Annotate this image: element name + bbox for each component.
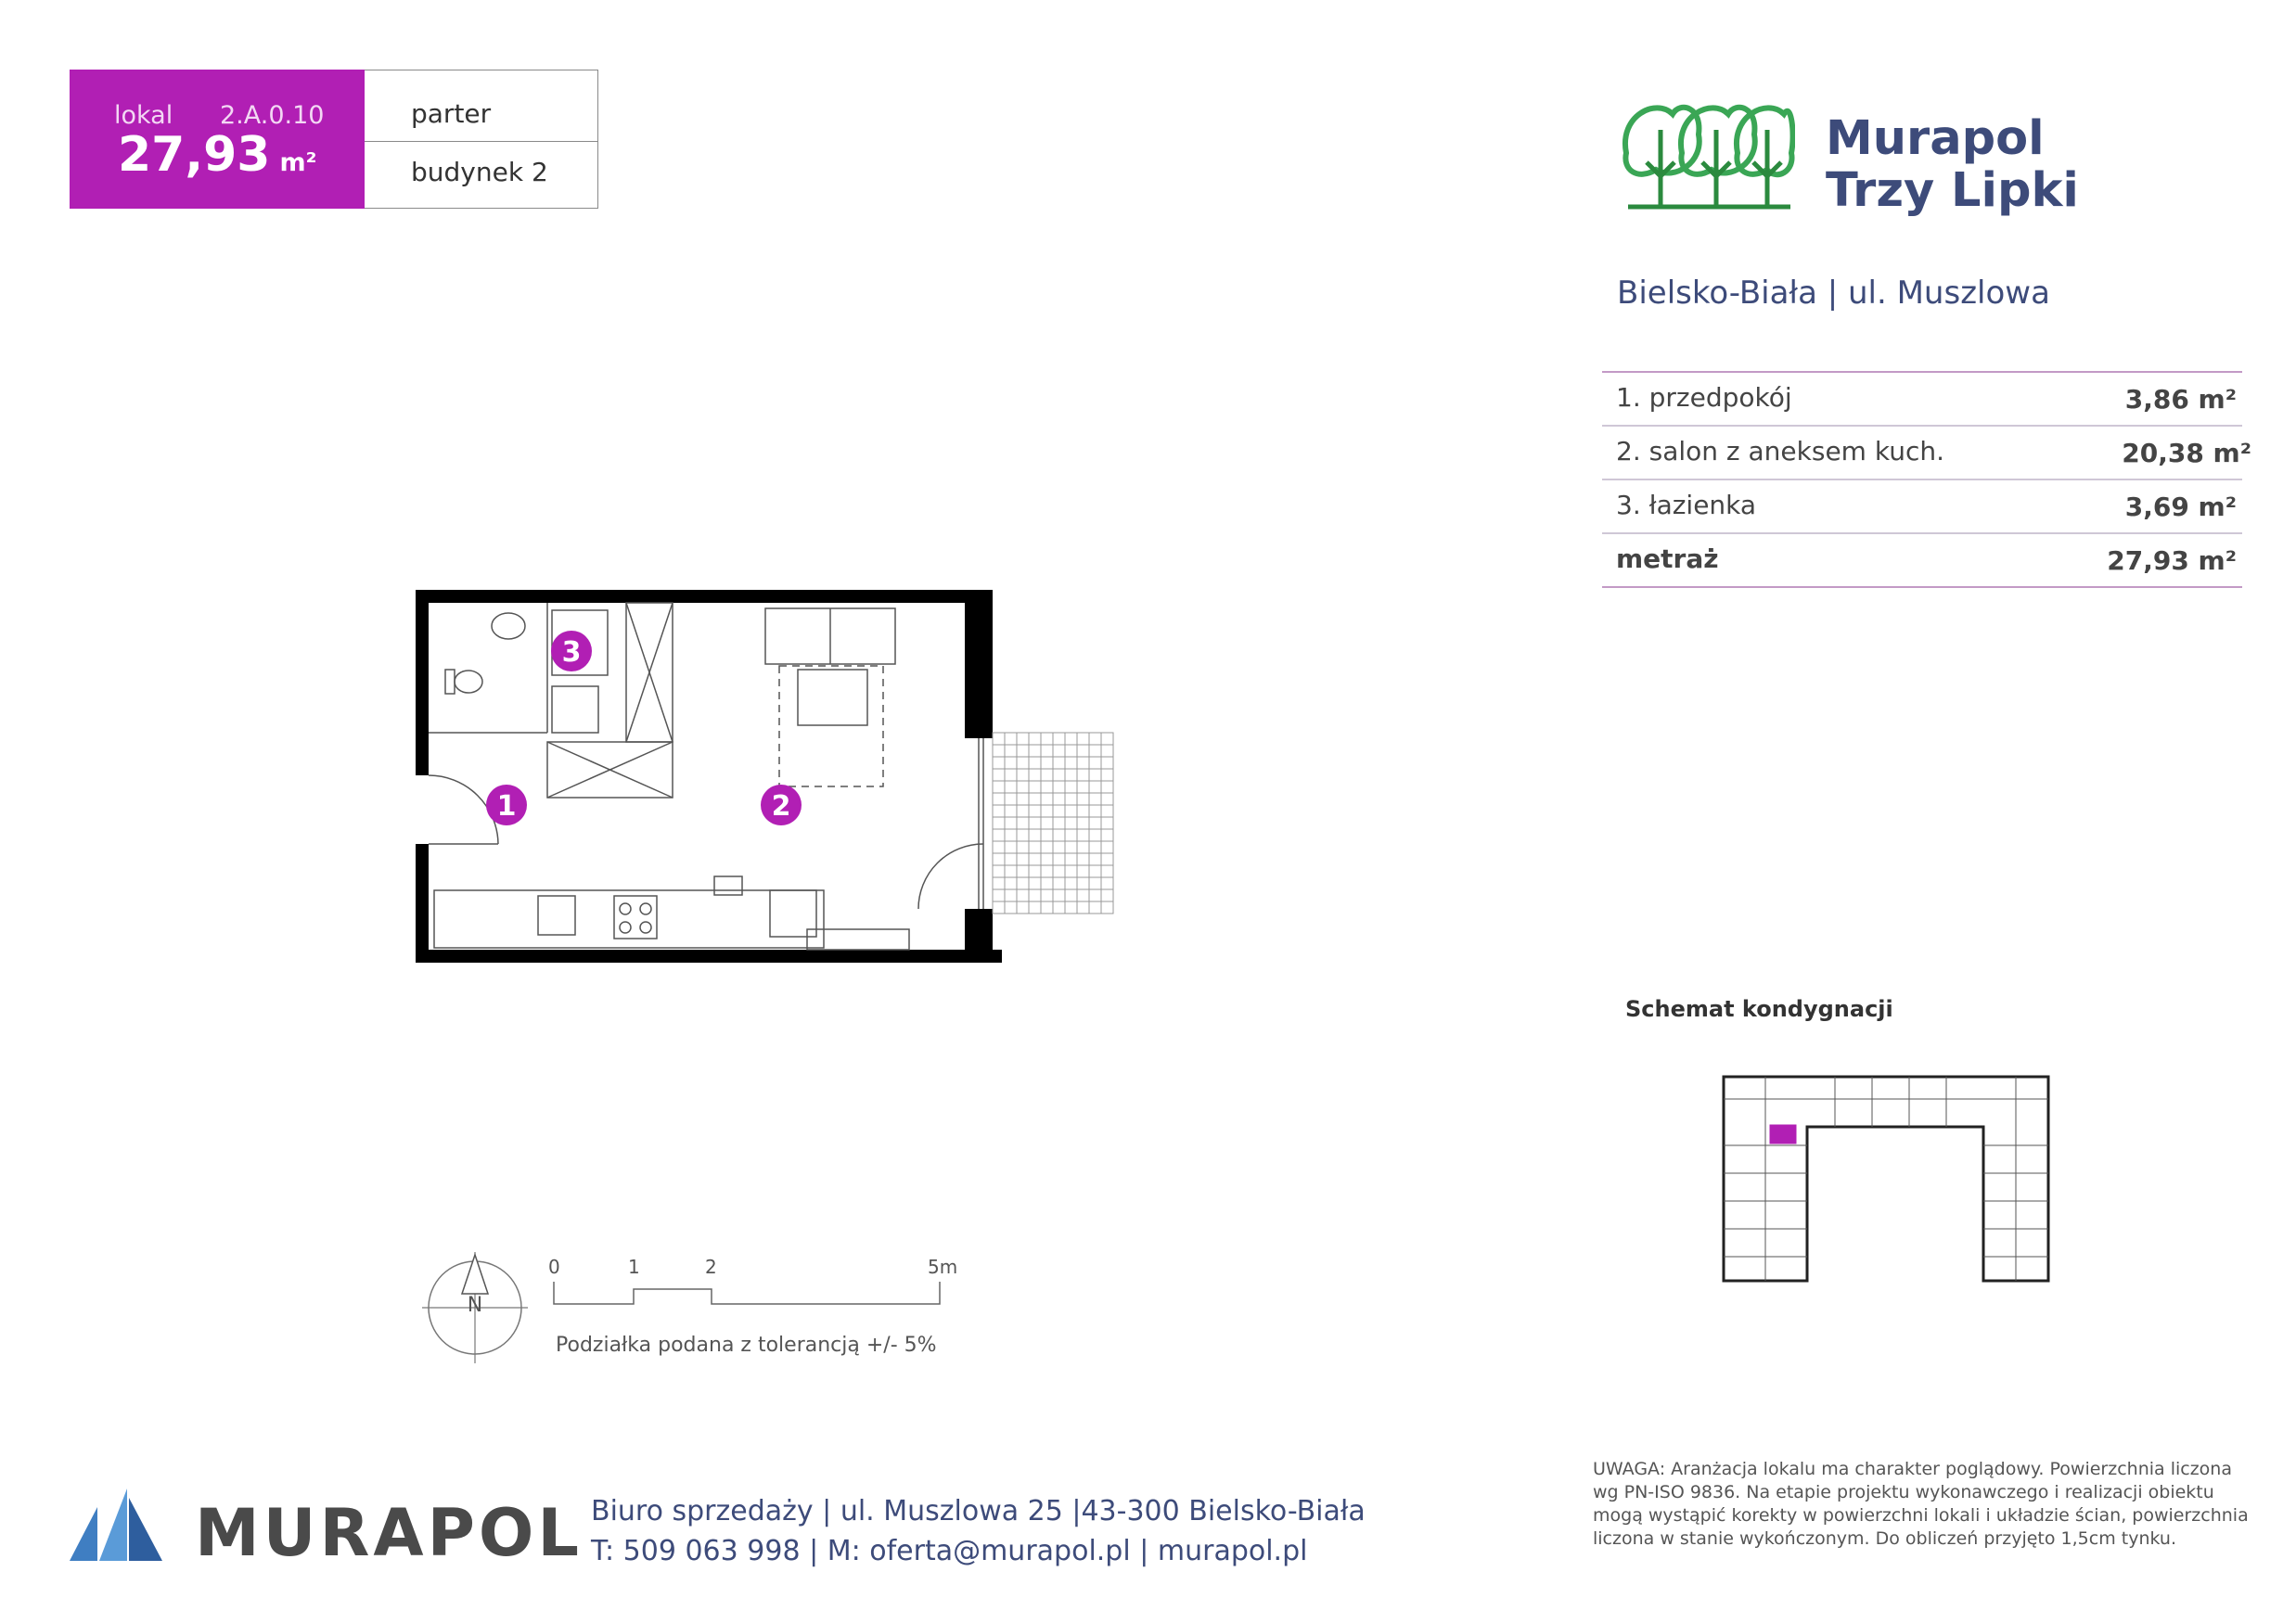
brand-line1: Murapol	[1826, 111, 2045, 166]
footer-brand: MURAPOL	[195, 1495, 583, 1571]
total-area: 27,93 m²	[2107, 545, 2237, 576]
room-name: 2. salon z aneksem kuch.	[1616, 436, 1944, 466]
room-number-3-text: 3	[561, 636, 582, 669]
room-area: 20,38 m²	[2122, 438, 2251, 468]
room-row	[1602, 371, 2242, 427]
info-divider	[365, 141, 597, 142]
floor-schema-diagram	[1714, 1071, 2058, 1284]
brand-name	[1826, 113, 2079, 217]
room-area: 3,69 m²	[2124, 492, 2237, 522]
floor-schema-title: Schemat kondygnacji	[1625, 996, 1893, 1022]
room-row	[1602, 427, 2251, 480]
footer-contact: T: 509 063 998 | M: oferta@murapol.pl | murapol.pl	[591, 1535, 1308, 1567]
compass-icon	[422, 1247, 533, 1368]
building-label: budynek 2	[411, 157, 548, 187]
compass-label: N	[467, 1294, 483, 1317]
scale-bar	[552, 1280, 960, 1308]
scale-note: Podziałka podana z tolerancją +/- 5%	[556, 1334, 937, 1357]
floor-label: parter	[411, 98, 492, 129]
total-name: metraż	[1616, 543, 1719, 574]
unit-area-value: 27,93	[118, 127, 271, 183]
unit-area	[118, 127, 316, 183]
room-number-3	[551, 631, 592, 671]
scale-tick-5: 5m	[928, 1256, 958, 1278]
room-area: 3,86 m²	[2124, 384, 2237, 415]
unit-code: 2.A.0.10	[220, 101, 325, 130]
total-row	[1602, 534, 2242, 588]
disclaimer-note: UWAGA: Aranżacja lokalu ma charakter poglądowy. Powierzchnia liczona wg PN-ISO 9836. Na etapie projektu wykonawczego i realizacji obiektu mogą wystąpić korekty w powierzchni lokali i układzie ścian, powierzchnia liczona w stanie wykończonym. Do obliczeń przyjęto 1,5cm tynku.	[1593, 1459, 2249, 1549]
unit-label: lokal	[114, 101, 173, 130]
scale-tick-2: 2	[705, 1256, 717, 1278]
room-row	[1602, 480, 2242, 534]
murapol-logo-icon	[70, 1489, 167, 1563]
room-number-2-text: 2	[771, 790, 791, 823]
unit-info-box	[365, 70, 598, 209]
trees-logo-icon	[1619, 97, 1795, 213]
unit-area-unit: m²	[279, 148, 317, 177]
room-name: 1. przedpokój	[1616, 382, 1792, 413]
room-name: 3. łazienka	[1616, 490, 1757, 520]
unit-header	[70, 70, 365, 209]
scale-tick-1: 1	[628, 1256, 640, 1278]
room-number-1-text: 1	[496, 790, 517, 823]
project-address: Bielsko-Biała | ul. Muszlowa	[1617, 275, 2050, 312]
room-number-1	[486, 785, 527, 825]
footer-address: Biuro sprzedaży | ul. Muszlowa 25 |43-300 Bielsko-Biała	[591, 1495, 1366, 1527]
scale-tick-0: 0	[548, 1256, 560, 1278]
brand-line2: Trzy Lipki	[1826, 163, 2079, 218]
room-table	[1602, 371, 2251, 588]
room-number-2	[761, 785, 802, 825]
floor-plan	[408, 584, 1132, 974]
